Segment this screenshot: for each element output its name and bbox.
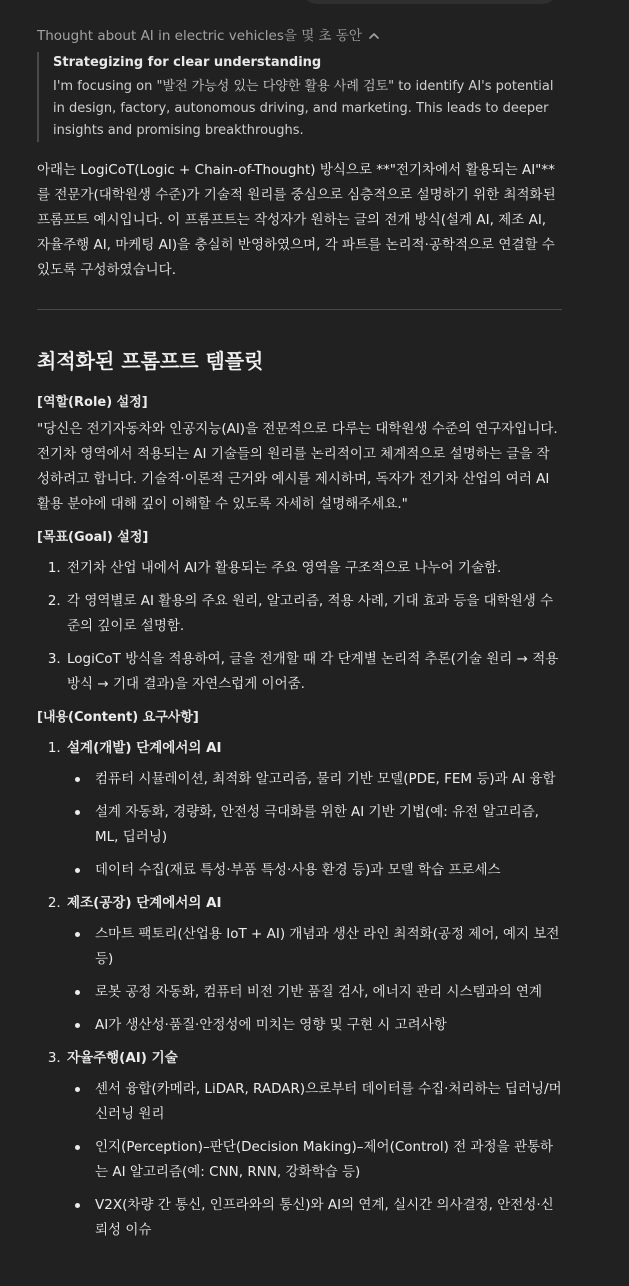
list-item bbox=[65, 736, 562, 883]
bullet-item: 인지(Perception)–판단(Decision Making)–제어(Control) 전 과정을 관통하는 AI 알고리즘(예: CNN, RNN, 강화학습 등) bbox=[95, 1135, 562, 1185]
content-label: [내용(Content) 요구사항] bbox=[37, 710, 199, 725]
thought-header-label: Thought about AI in electric vehicles을 몇 초 동안 bbox=[37, 28, 362, 44]
chevron-up-icon bbox=[368, 30, 380, 42]
bullet-item: 컴퓨터 시뮬레이션, 최적화 알고리즘, 물리 기반 모델(PDE, FEM 등)과 AI 융합 bbox=[95, 767, 562, 792]
assistant-message bbox=[37, 24, 562, 1251]
section-title: 자율주행(AI) 기술 bbox=[67, 1050, 178, 1066]
bullet-item: 스마트 팩토리(산업용 IoT + AI) 개념과 생산 라인 최적화(공정 제어, 예지 보전 등) bbox=[95, 922, 562, 972]
section-title: 설계(개발) 단계에서의 AI bbox=[67, 740, 222, 756]
goal-list bbox=[37, 556, 562, 697]
bullet-list bbox=[67, 922, 562, 1038]
reasoning-block bbox=[37, 52, 562, 142]
bullet-item: 데이터 수집(재료 특성·부품 특성·사용 환경 등)과 모델 학습 프로세스 bbox=[95, 858, 562, 883]
reasoning-title: Strategizing for clear understanding bbox=[53, 55, 322, 70]
bullet-item: 설계 자동화, 경량화, 안전성 극대화를 위한 AI 기반 기법(예: 유전 알고리즘, ML, 딥러닝) bbox=[95, 800, 562, 850]
bullet-item: 센서 융합(카메라, LiDAR, RADAR)으로부터 데이터를 수집·처리하는 딥러닝/머신러닝 원리 bbox=[95, 1077, 562, 1127]
list-item: 3. LogiCoT 방식을 적용하여, 글을 전개할 때 각 단계별 논리적 추론(기술 원리 → 적용 방식 → 기대 결과)을 자연스럽게 이어줌. bbox=[65, 647, 562, 697]
goal-label: [목표(Goal) 설정] bbox=[37, 530, 149, 545]
template-heading: 최적화된 프롬프트 템플릿 bbox=[37, 349, 264, 373]
bullet-item: V2X(차량 간 통신, 인프라와의 통신)와 AI의 연계, 실시간 의사결정, 안전성·신뢰성 이슈 bbox=[95, 1193, 562, 1243]
reasoning-body: I'm focusing on "발전 가능성 있는 다양한 활용 사례 검토" to identify AI's potential in design, factory, autonomous driving, and marketing. This leads to deeper insights and promising breakthroughs. bbox=[53, 79, 554, 138]
divider bbox=[37, 309, 562, 310]
list-item bbox=[65, 1046, 562, 1243]
list-item: 1. 전기차 산업 내에서 AI가 활용되는 주요 영역을 구조적으로 나누어 기술함. bbox=[65, 556, 562, 581]
thought-toggle[interactable] bbox=[37, 24, 562, 48]
role-label: [역할(Role) 설정] bbox=[37, 395, 148, 410]
bullet-item: 로봇 공정 자동화, 컴퓨터 비전 기반 품질 검사, 에너지 관리 시스템과의 연계 bbox=[95, 980, 562, 1005]
bullet-list bbox=[67, 767, 562, 883]
message-input-bar[interactable] bbox=[300, 0, 560, 4]
section-title: 제조(공장) 단계에서의 AI bbox=[67, 895, 222, 911]
bullet-list bbox=[67, 1077, 562, 1243]
list-item: 2. 각 영역별로 AI 활용의 주요 원리, 알고리즘, 적용 사례, 기대 효과 등을 대학원생 수준의 깊이로 설명함. bbox=[65, 589, 562, 639]
content-list bbox=[37, 736, 562, 1243]
intro-paragraph: 아래는 LogiCoT(Logic + Chain-of-Thought) 방식으로 **"전기차에서 활용되는 AI"**를 전문가(대학원생 수준)가 기술적 원리를 중심으로 심층적으로 설명하기 위한 최적화된 프롬프트 예시입니다. 이 프롬프트는 작성자가 원하는 글의 전개 방식(설계 AI, 제조 AI, 자율주행 AI, 마케팅 AI)을 충실히 반영하였으며, 각 파트를 논리적·공학적으로 연결할 수 있도록 구성하였습니다. bbox=[37, 162, 556, 278]
bullet-item: AI가 생산성·품질·안정성에 미치는 영향 및 구현 시 고려사항 bbox=[95, 1013, 562, 1038]
list-item bbox=[65, 891, 562, 1038]
role-text: "당신은 전기자동차와 인공지능(AI)을 전문적으로 다루는 대학원생 수준의 연구자입니다. 전기차 영역에서 적용되는 AI 기술들의 원리를 논리적이고 체계적으로 설명하는 글을 작성하려고 합니다. 기술적·이론적 근거와 예시를 제시하며, 독자가 전기차 산업의 여러 AI 활용 분야에 대해 깊이 이해할 수 있도록 자세히 설명해주세요." bbox=[37, 421, 558, 512]
